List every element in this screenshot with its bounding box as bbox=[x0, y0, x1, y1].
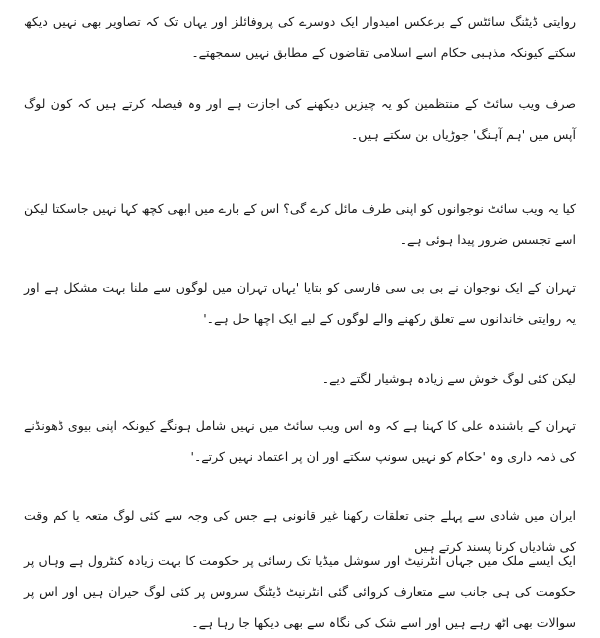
paragraph: تہران کے باشندہ علی کا کہنا ہے کہ وہ اس ویب سائٹ میں نہیں شامل ہونگے کیونکہ اپنی بیوی ڈھونڈنے کی ذمہ داری وہ 'حکام کو نہیں سونپ سکتے اور ان پر اعتماد نہیں کرتے۔' bbox=[24, 418, 576, 464]
paragraph: ایک ایسے ملک میں جہاں انٹرنیٹ اور سوشل میڈیا تک رسائی پر حکومت کا بہت زیادہ کنٹرول ہے وہاں پر حکومت کی ہی جانب سے متعارف کروائی گئی انٹرنیٹ ڈیٹنگ سروس پر کئی لوگ حیران ہیں اور اس پر سوالات بھی اٹھ رہے ہیں اور اسے شک کی نگاہ سے بھی دیکھا جا رہا ہے۔ bbox=[24, 553, 576, 630]
paragraph: کیا یہ ویب سائٹ نوجوانوں کو اپنی طرف مائل کرے گی؟ اس کے بارے میں ابھی کچھ کہا نہیں جاسکتا لیکن اسے تجسس ضرور پیدا ہوئی ہے۔ bbox=[24, 201, 576, 247]
paragraph: روایتی ڈیٹنگ سائٹس کے برعکس امیدوار ایک دوسرے کی پروفائلز اور یہاں تک کہ تصاویر بھی نہیں دیکھ سکتے کیونکہ مذہبی حکام اسے اسلامی تقاضوں کے مطابق نہیں سمجھتے۔ bbox=[24, 14, 576, 60]
paragraph: ایران میں شادی سے پہلے جنی تعلقات رکھنا غیر قانونی ہے جس کی وجہ سے کئی لوگ متعہ یا کم وقت کی شادیاں کرنا پسند کرتے ہیں bbox=[24, 508, 576, 554]
paragraph: صرف ویب سائٹ کے منتظمین کو یہ چیزیں دیکھنے کی اجازت ہے اور وہ فیصلہ کرتے ہیں کہ کون لوگ آپس میں 'ہم آہنگ' جوڑیاں بن سکتے ہیں۔ bbox=[24, 96, 576, 142]
paragraph: لیکن کئی لوگ خوش سے زیادہ ہوشیار لگتے دیے۔ bbox=[321, 371, 576, 386]
paragraph: تہران کے ایک نوجوان نے بی بی سی فارسی کو بتایا 'یہاں تہران میں لوگوں سے ملنا بہت مشکل ہے اور یہ روایتی خاندانوں سے تعلق رکھنے والے لوگوں کے لیے ایک اچھا حل ہے۔' bbox=[24, 280, 576, 326]
